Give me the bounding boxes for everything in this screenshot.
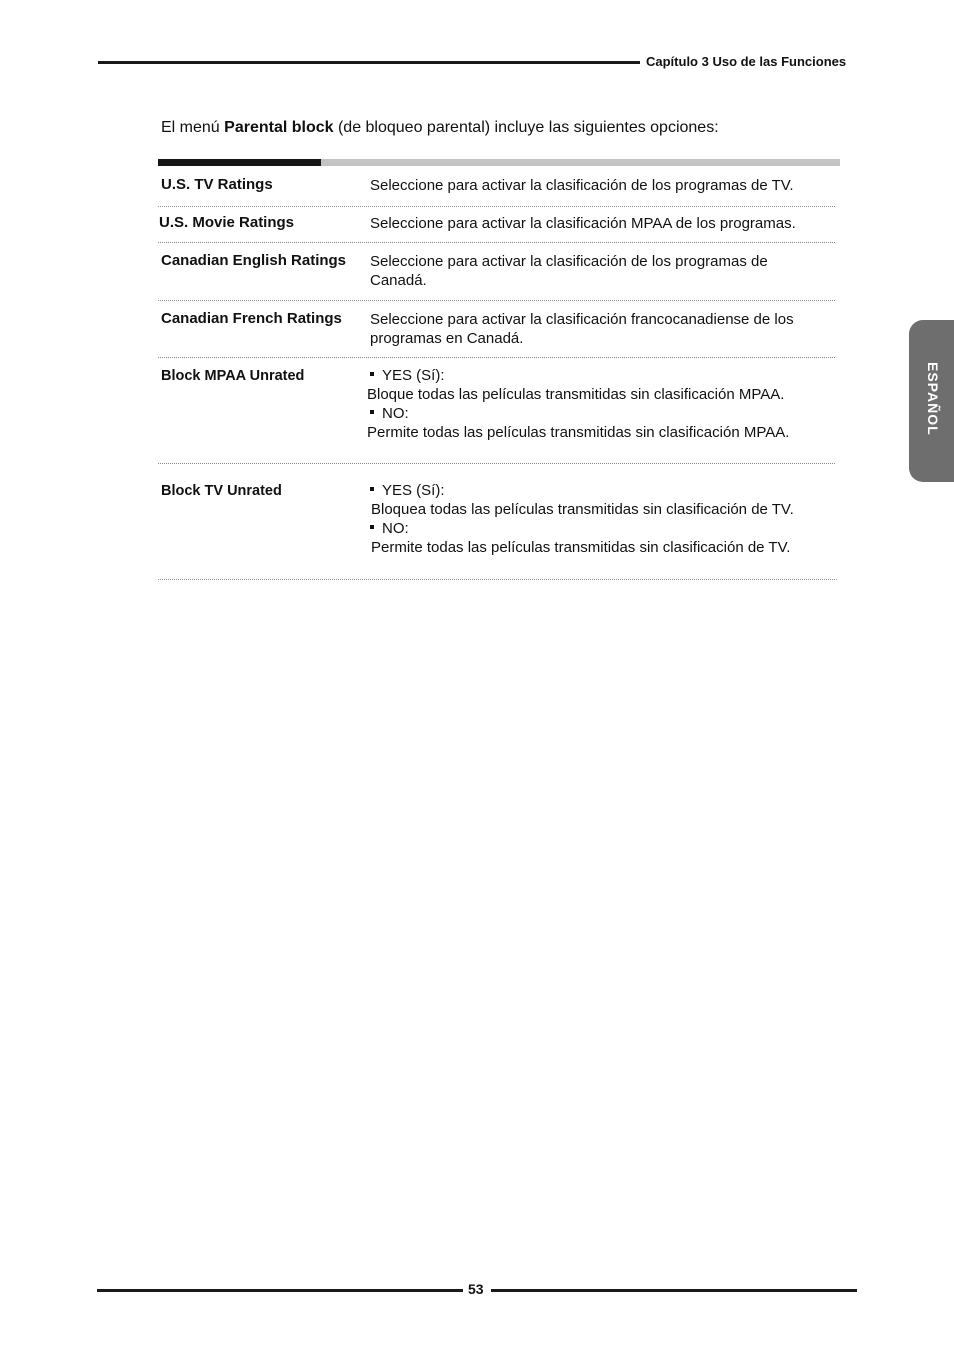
option-no-desc: Permite todas las películas transmitidas sin clasificación MPAA. (367, 424, 790, 441)
row-term: Block MPAA Unrated (161, 368, 305, 384)
row-separator (158, 300, 835, 301)
option-yes-desc: Bloquea todas las películas transmitidas sin clasificación de TV. (371, 501, 794, 518)
option-yes-label: YES (Sí): (382, 482, 445, 499)
bullet-icon (370, 525, 374, 529)
intro-suffix: (de bloqueo parental) incluye las siguientes opciones: (333, 119, 719, 136)
menu-name: Parental block (224, 119, 334, 136)
row-desc: Seleccione para activar la clasificación francocanadiense de los programas en Canadá. (370, 311, 794, 347)
row-term: U.S. TV Ratings (161, 176, 273, 193)
row-separator (158, 579, 837, 580)
table-header-bar-light (321, 159, 840, 166)
option-yes-desc: Bloque todas las películas transmitidas sin clasificación MPAA. (367, 386, 785, 403)
bullet-icon (370, 372, 374, 376)
bullet-icon (370, 410, 374, 414)
footer-rule-right (491, 1289, 857, 1292)
row-term: Canadian English Ratings (161, 252, 347, 269)
row-term: U.S. Movie Ratings (159, 214, 295, 231)
option-yes (370, 367, 445, 384)
option-no (370, 520, 409, 537)
row-term: Block TV Unrated (161, 483, 282, 499)
row-desc: Seleccione para activar la clasificación de los programas de Canadá. (370, 253, 768, 289)
row-separator (158, 463, 835, 464)
row-separator (158, 206, 835, 207)
row-desc: Seleccione para activar la clasificación de los programas de TV. (370, 177, 794, 194)
option-yes (370, 482, 445, 499)
footer-rule-left (97, 1289, 463, 1292)
table-header-bar-dark (158, 159, 321, 166)
bullet-icon (370, 487, 374, 491)
option-yes-label: YES (Sí): (382, 367, 445, 384)
row-desc: Seleccione para activar la clasificación MPAA de los programas. (370, 215, 796, 232)
row-separator (158, 242, 835, 243)
intro-text (161, 119, 719, 137)
option-no (370, 405, 409, 422)
header-rule (98, 61, 640, 64)
row-term: Canadian French Ratings (161, 310, 342, 327)
chapter-title: Capítulo 3 Uso de las Funciones (646, 54, 847, 69)
row-separator (158, 357, 835, 358)
option-no-label: NO: (382, 520, 409, 537)
language-tab-label: ESPAÑOL (925, 362, 941, 436)
intro-prefix: El menú (161, 119, 225, 136)
page-number: 53 (468, 1281, 484, 1297)
option-no-label: NO: (382, 405, 409, 422)
option-no-desc: Permite todas las películas transmitidas sin clasificación de TV. (371, 539, 791, 556)
